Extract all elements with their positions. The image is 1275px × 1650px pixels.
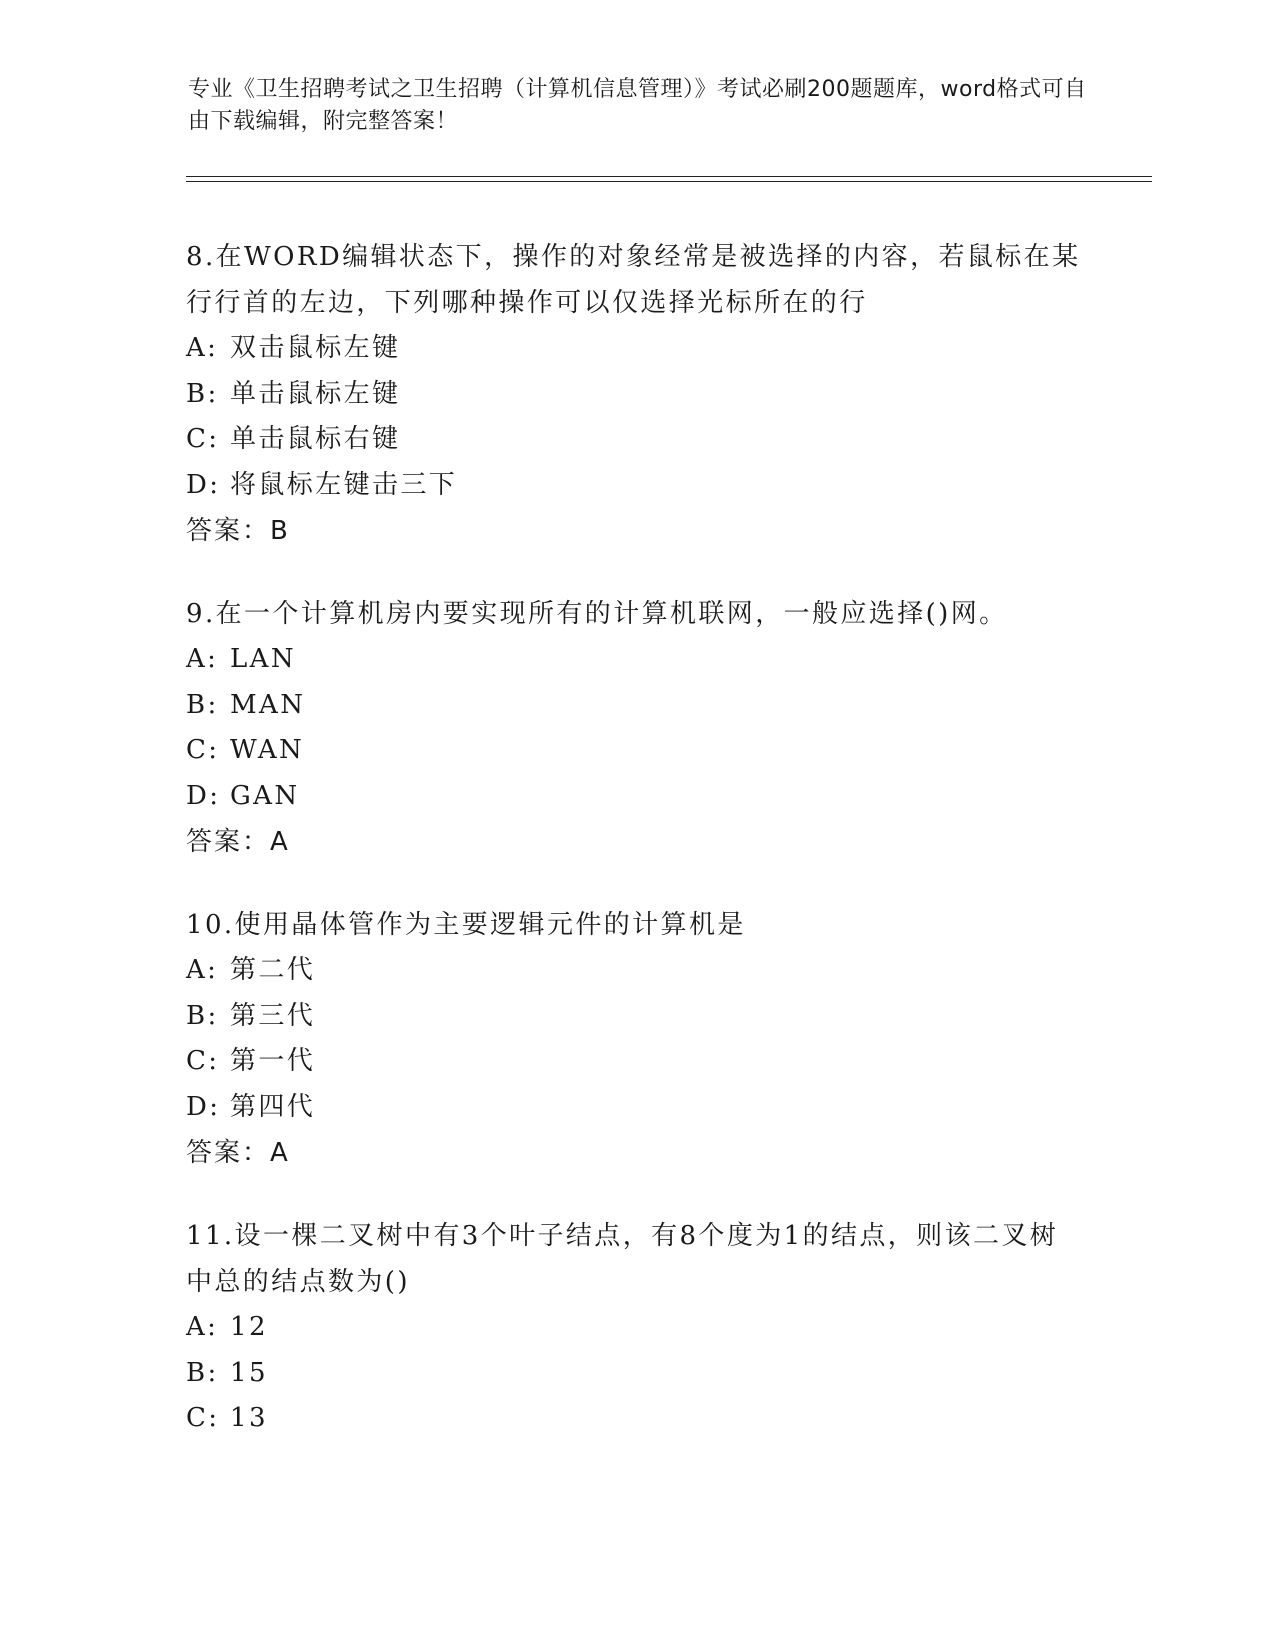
option-letter: B: [186,1000,219,1031]
header-divider-bottom [186,181,1152,182]
option-text: 15 [230,1357,268,1388]
option-b [186,994,1086,1040]
answer-line: 答案：A [186,1138,290,1168]
option-letter: A: [186,644,219,674]
question-10 [186,902,1086,1176]
question-list [186,234,1086,1479]
option-letter: A: [186,1312,219,1342]
answer-line: 答案：A [186,827,290,857]
question-text: 11.设一棵二叉树中有3个叶子结点，有8个度为1的结点，则该二叉树中总的结点数为() [186,1221,1059,1297]
option-a [186,948,1086,994]
option-a [186,637,1086,683]
option-letter: C: [186,424,220,454]
option-letter: D: [186,1091,221,1122]
option-letter: C: [186,1403,220,1433]
option-c [186,1396,1086,1442]
option-text: 13 [230,1403,268,1433]
option-text: 双击鼠标左键 [230,333,401,363]
option-text: 将鼠标左键击三下 [230,469,458,500]
question-text: 8.在WORD编辑状态下，操作的对象经常是被选择的内容，若鼠标在某行行首的左边，下列哪种操作可以仅选择光标所在的行 [186,242,1081,318]
header-divider-top [186,176,1152,177]
answer-line: 答案：B [186,516,290,546]
option-text: 单击鼠标左键 [230,378,401,409]
option-letter: B: [186,378,219,409]
option-text: MAN [230,689,306,720]
option-d [186,1085,1086,1131]
option-letter: B: [186,1357,219,1388]
option-text: 第三代 [230,1000,316,1031]
option-b [186,1351,1086,1397]
option-text: 第二代 [230,955,316,985]
option-c [186,728,1086,774]
question-text: 9.在一个计算机房内要实现所有的计算机联网，一般应选择()网。 [186,599,1008,629]
option-letter: A: [186,955,219,985]
option-c [186,1039,1086,1085]
option-text: 第四代 [230,1091,316,1122]
option-d [186,774,1086,820]
option-letter: B: [186,689,219,720]
question-8 [186,234,1086,554]
option-letter: C: [186,735,220,765]
option-b [186,683,1086,729]
option-c [186,417,1086,463]
option-b [186,372,1086,418]
option-letter: D: [186,469,221,500]
option-a [186,326,1086,372]
question-text: 10.使用晶体管作为主要逻辑元件的计算机是 [186,910,746,940]
option-letter: A: [186,333,219,363]
option-letter: C: [186,1046,220,1076]
option-a [186,1305,1086,1351]
option-letter: D: [186,780,221,811]
option-d [186,463,1086,509]
question-9 [186,591,1086,865]
option-text: WAN [230,735,305,765]
document-header: 专业《卫生招聘考试之卫生招聘（计算机信息管理）》考试必刷200题题库，word格式可自由下载编辑，附完整答案！ [188,77,1087,134]
question-11 [186,1213,1086,1442]
option-text: GAN [230,780,300,811]
option-text: 12 [230,1312,268,1342]
option-text: LAN [230,644,296,674]
option-text: 单击鼠标右键 [230,424,401,454]
option-text: 第一代 [230,1046,316,1076]
